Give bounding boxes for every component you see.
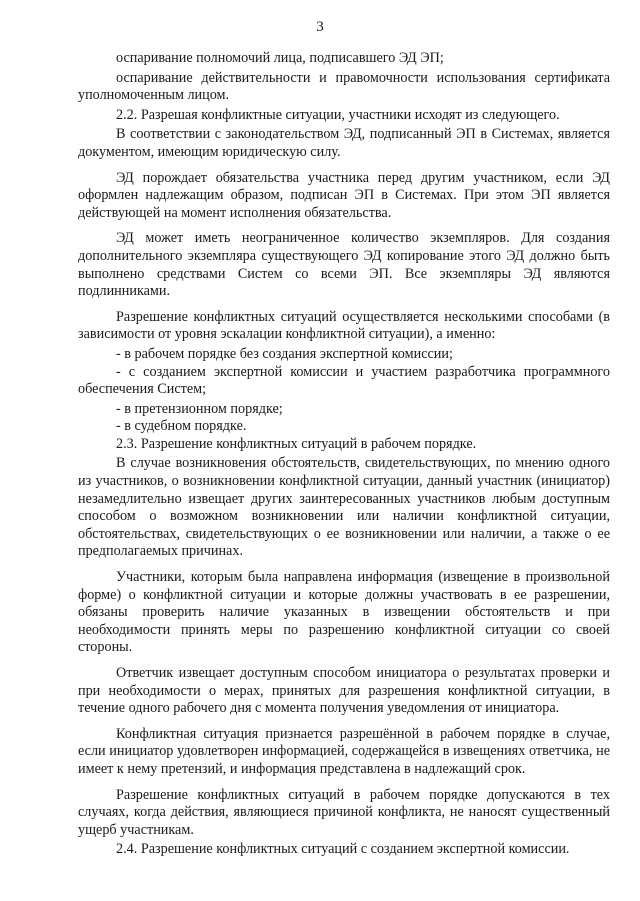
page-number: 3 <box>316 19 324 35</box>
paragraph: 2.2. Разрешая конфликтные ситуации, участники исходят из следующего. <box>116 106 560 123</box>
list-item: - в рабочем порядке без создания экспертной комиссии; <box>116 345 453 362</box>
list-item: - в претензионном порядке; <box>116 400 283 417</box>
paragraph: 2.3. Разрешение конфликтных ситуаций в рабочем порядке. <box>116 435 477 452</box>
list-item: - в судебном порядке. <box>116 418 247 435</box>
paragraph: Разрешение конфликтных ситуаций осуществляется несколькими способами (в зависимости от уровня эскалации конфликтной ситуации), а именно: <box>78 308 610 343</box>
paragraph: Разрешение конфликтных ситуаций в рабочем порядке допускаются в тех случаях, когда действия, являющиеся причиной конфликта, не наносят существенный ущерб участникам. <box>78 786 610 838</box>
paragraph: оспаривание полномочий лица, подписавшего ЭД ЭП; <box>116 50 444 66</box>
paragraph: ЭД может иметь неограниченное количество экземпляров. Для создания дополнительного экземпляра существующего ЭД копирование этого ЭД должно быть выполнено средствами Систем со всеми ЭП. Все экземпляры ЭД являются подлинниками. <box>78 230 610 300</box>
paragraph: ЭД порождает обязательства участника перед другим участником, если ЭД оформлен надлежащим образом, подписан ЭП в Системах. При этом ЭП является действующей на момент исполнения обязательства. <box>78 169 610 221</box>
paragraph: - с созданием экспертной комиссии и участием разработчика программного обеспечения Систем; <box>78 363 610 398</box>
paragraph: В случае возникновения обстоятельств, свидетельствующих, по мнению одного из участников, о возникновении конфликтной ситуации, данный участник (инициатор) незамедлительно извещает других заинтересованных участников любым доступным способом о возможном возникновении или наличии конфликтной ситуации, обстоятельствах, свидетельствующих о ее возникновении или наличии, а также о ее предполагаемых причинах. <box>78 455 610 560</box>
document-body <box>78 50 610 861</box>
paragraph: 2.4. Разрешение конфликтных ситуаций с созданием экспертной комиссии. <box>116 841 570 858</box>
paragraph: Участники, которым была направлена информация (извещение в произвольной форме) о конфликтной ситуации и которые должны участвовать в ее разрешении, обязаны проверить наличие указанных в извещении обстоятельств и при необходимости принять меры по разрешению конфликтной ситуации со своей стороны. <box>78 569 610 656</box>
paragraph: Конфликтная ситуация признается разрешённой в рабочем порядке в случае, если инициатор удовлетворен информацией, содержащейся в извещениях ответчика, не имеет к нему претензий, и информация представлена в надлежащий срок. <box>78 725 610 777</box>
paragraph: Ответчик извещает доступным способом инициатора о результатах проверки и при необходимости о мерах, принятых для разрешения конфликтной ситуации, в течение одного рабочего дня с момента получения уведомления от инициатора. <box>78 665 610 717</box>
paragraph: В соответствии с законодательством ЭД, подписанный ЭП в Системах, является документом, имеющим юридическую силу. <box>78 126 610 160</box>
paragraph: оспаривание действительности и правомочности использования сертификата уполномоченным лицом. <box>78 69 610 104</box>
